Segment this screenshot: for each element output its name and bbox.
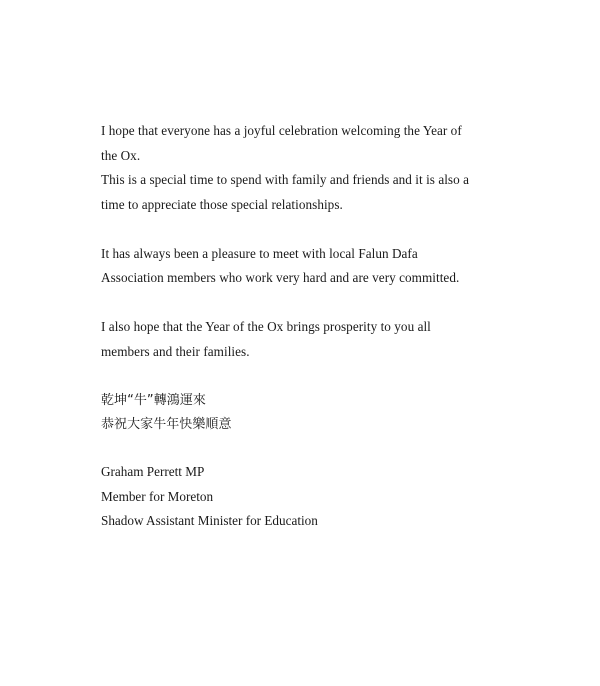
paragraph-1-line-2: the Ox. (101, 147, 141, 163)
paragraph-gap (101, 217, 493, 242)
paragraph-2-line-1: It has always been a pleasure to meet with local Falun Dafa (101, 245, 418, 261)
letter-body (101, 119, 493, 438)
signature-role: Member for Moreton (101, 488, 214, 504)
signature-name: Graham Perrett MP (101, 464, 205, 479)
paragraph-3-line-1: I also hope that the Year of the Ox brings prosperity to you all (101, 319, 431, 334)
paragraph-gap (101, 364, 493, 389)
signature-block (101, 460, 493, 534)
paragraph-1-line-4: time to appreciate those special relationships. (101, 196, 343, 212)
chinese-greeting-line-1: 乾坤“牛”轉鴻運來 (101, 392, 206, 408)
paragraph-3-line-2: members and their families. (101, 343, 250, 359)
chinese-greeting-line-2: 恭祝大家牛年快樂順意 (101, 417, 232, 432)
paragraph-gap (101, 291, 493, 316)
paragraph-1-line-1: I hope that everyone has a joyful celebration welcoming the Year of (101, 123, 462, 138)
paragraph-1-line-3: This is a special time to spend with family and friends and it is also a (101, 172, 470, 187)
signature-title: Shadow Assistant Minister for Education (101, 513, 318, 528)
paragraph-2-line-2: Association members who work very hard and are very committed. (101, 270, 460, 285)
